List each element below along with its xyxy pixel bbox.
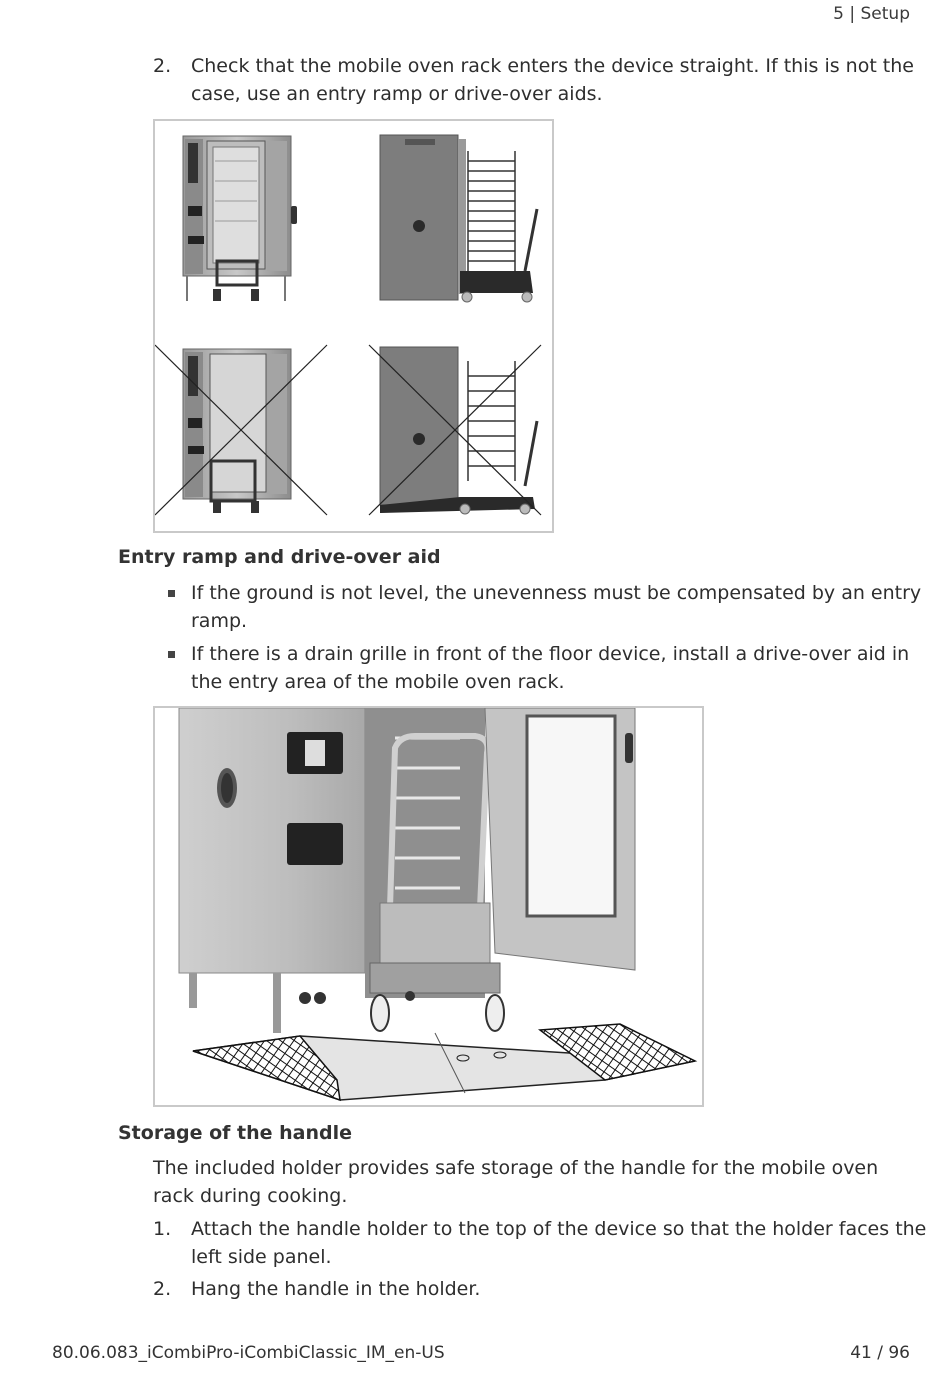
bullet-1-line1: If the ground is not level, the unevenness must be compensated by an entry xyxy=(191,582,922,604)
bullet-icon xyxy=(168,651,175,658)
bullet-2-line2: the entry area of the mobile oven rack. xyxy=(191,671,565,693)
step-number: 2. xyxy=(153,1278,172,1300)
drive-over-aid-illustration xyxy=(155,708,702,1105)
bullet-2-line1: If there is a drain grille in front of the floor device, install a drive-over aid in xyxy=(191,643,910,665)
storage-step-1-line2: left side panel. xyxy=(191,1246,332,1268)
bullet-icon xyxy=(168,590,175,597)
step-number: 2. xyxy=(153,55,172,77)
oven-front-incorrect xyxy=(155,345,327,515)
oven-front-correct xyxy=(183,136,297,301)
section-header: 5 | Setup xyxy=(833,4,910,24)
step-number: 1. xyxy=(153,1218,172,1240)
storage-heading: Storage of the handle xyxy=(118,1122,353,1144)
rack-entry-illustration xyxy=(155,121,552,531)
entry-ramp-heading: Entry ramp and drive-over aid xyxy=(118,546,441,568)
step-text-line2: case, use an entry ramp or drive-over aids. xyxy=(191,83,603,105)
storage-step-2-line1: Hang the handle in the holder. xyxy=(191,1278,481,1300)
storage-step-1-line1: Attach the handle holder to the top of the device so that the holder faces the xyxy=(191,1218,927,1240)
oven-side-correct xyxy=(380,135,537,302)
oven-side-incorrect xyxy=(369,345,541,515)
bullet-1-line2: ramp. xyxy=(191,610,248,632)
footer-page-number: 41 / 96 xyxy=(850,1343,910,1363)
footer-doc-id: 80.06.083_iCombiPro-iCombiClassic_IM_en-US xyxy=(52,1343,445,1363)
rack-entry-figure xyxy=(153,119,554,533)
storage-intro-line2: rack during cooking. xyxy=(153,1185,348,1207)
step-text-line1: Check that the mobile oven rack enters the device straight. If this is not the xyxy=(191,55,914,77)
drive-over-aid-figure xyxy=(153,706,704,1107)
storage-intro-line1: The included holder provides safe storage of the handle for the mobile oven xyxy=(153,1157,879,1179)
